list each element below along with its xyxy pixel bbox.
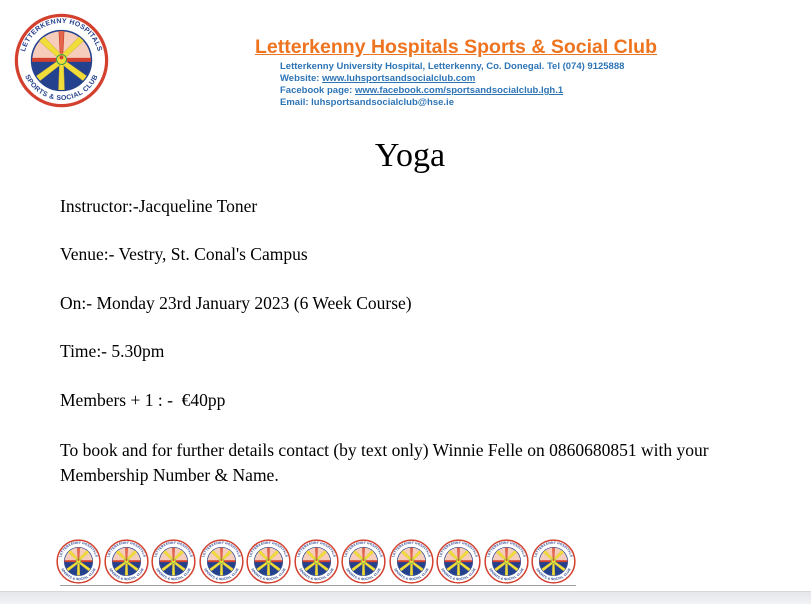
page-edge-background (0, 591, 811, 604)
instructor-line: Instructor:-Jacqueline Toner (60, 196, 258, 216)
time-line: Time:- 5.30pm (60, 341, 165, 361)
club-badge-small (294, 539, 339, 584)
club-contact-info (280, 61, 700, 109)
club-badge-small (246, 539, 291, 584)
badge-row (56, 539, 576, 584)
club-badge-small (199, 539, 244, 584)
date-line: On:- Monday 23rd January 2023 (6 Week Course) (60, 293, 412, 313)
club-badge-small (151, 539, 196, 584)
club-badge-small (531, 539, 576, 584)
club-badge-small (104, 539, 149, 584)
facebook-link[interactable]: www.facebook.com/sportsandsocialclub.lgh.1 (354, 85, 564, 96)
website-label: Website: (280, 73, 323, 84)
club-badge-small (341, 539, 386, 584)
venue-line: Venue:- Vestry, St. Conal's Campus (60, 244, 308, 264)
club-title: Letterkenny Hospitals Sports & Social Club (255, 36, 657, 58)
event-title: Yoga (374, 137, 446, 174)
email-label: Email: (280, 97, 312, 108)
website-line (280, 73, 700, 85)
club-badge-small (56, 539, 101, 584)
facebook-line (280, 85, 700, 97)
club-badge-small (436, 539, 481, 584)
website-link[interactable]: www.luhsportsandsocialclub.com (322, 73, 476, 84)
club-badge-small (484, 539, 529, 584)
email-address: luhsportsandsocialclub@hse.ie (311, 97, 454, 108)
booking-paragraph: To book and for further details contact (by text only) Winnie Felle on 0860680851 with your Membership Number & Name. (60, 440, 709, 485)
facebook-label: Facebook page: (280, 85, 355, 96)
club-address-line: Letterkenny University Hospital, Letterkenny, Co. Donegal. Tel (074) 9125888 (280, 61, 625, 72)
club-crest-logo (14, 13, 109, 108)
email-line (280, 97, 700, 109)
price-line: Members + 1 : - €40pp (60, 390, 226, 410)
club-badge-small (389, 539, 434, 584)
footer-divider (60, 585, 576, 586)
